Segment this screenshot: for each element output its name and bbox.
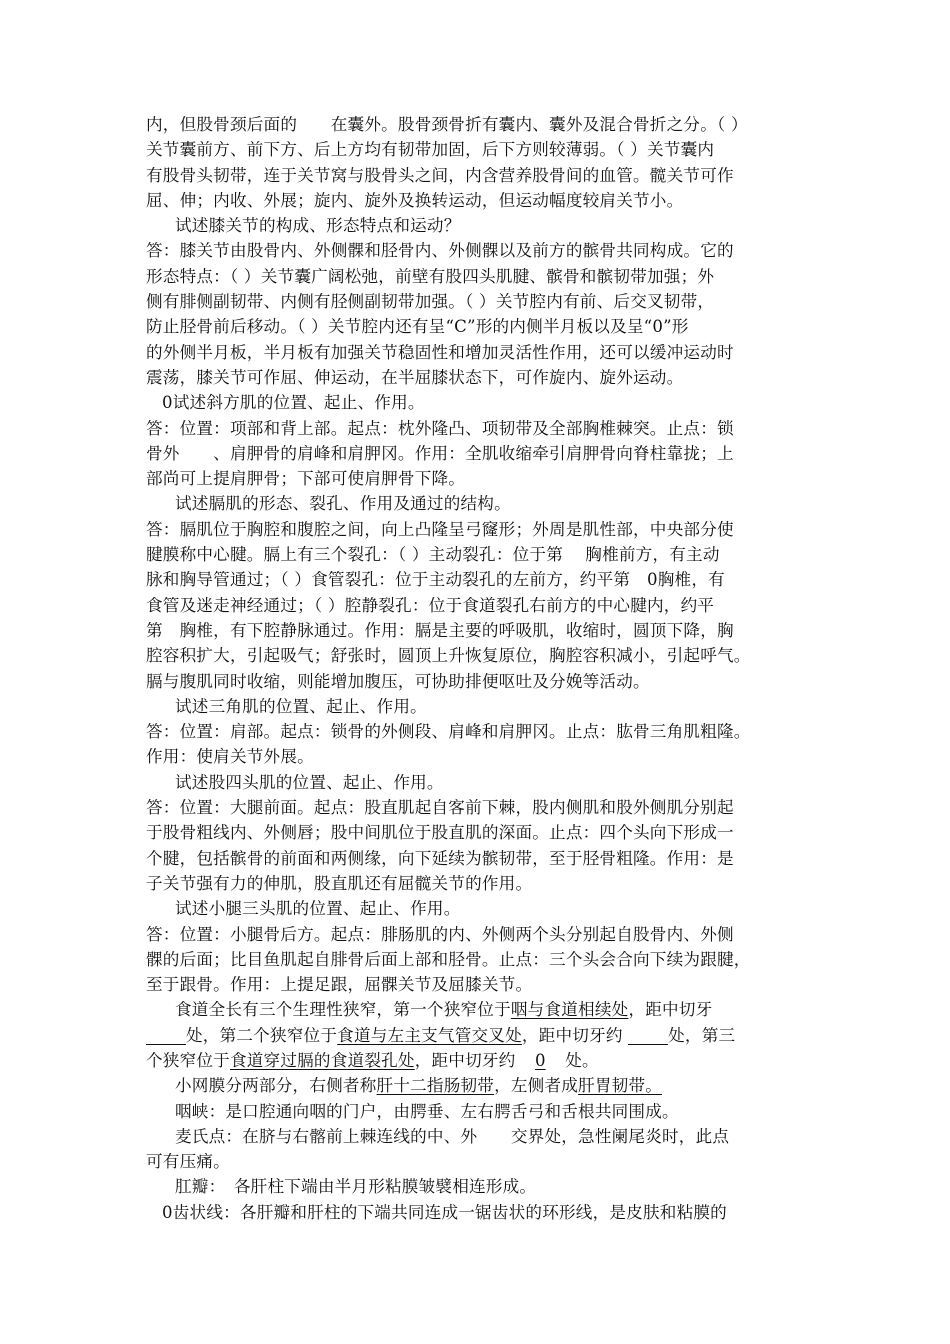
underlined-answer: 咽与食道相续处 <box>510 1000 629 1020</box>
text-line: 可有压痛。 <box>146 1152 230 1172</box>
text-line: 形态特点：（ ）关节囊广阔松弛，前壁有股四头肌腱、髌骨和髌韧带加强；外 <box>146 266 715 286</box>
esophagus-line-1: 食道全长有三个生理性狭窄，第一个狭窄位于咽与食道相续处，距中切牙 <box>175 1000 713 1020</box>
text-line: 腔容积扩大，引起吸气；舒张时，圆顶上升恢复原位，胸腔容积减小，引起呼气。 <box>146 646 751 666</box>
blank-line <box>628 1026 668 1045</box>
question-heading: 试述膝关节的构成、形态特点和运动？ <box>175 216 461 236</box>
question-heading: 试述三角肌的位置、起止、作用。 <box>175 696 427 716</box>
text-line: 腱膜称中心腱。膈上有三个裂孔：（ ）主动裂孔：位于第 胸椎前方，有主动 <box>146 545 720 565</box>
question-heading: 试述膈肌的形态、裂孔、作用及通过的结构。 <box>175 494 511 514</box>
underlined-answer: 肝胃韧带。 <box>578 1076 663 1096</box>
text-line: 脉和胸导管通过；（ ）食管裂孔：位于主动裂孔的左前方，约平第 0胸椎，有 <box>146 570 725 590</box>
question-heading: 试述小腿三头肌的位置、起止、作用。 <box>175 899 461 919</box>
text-line: 的外侧半月板，半月板有加强关节稳固性和增加灵活性作用，还可以缓冲运动时 <box>146 342 734 362</box>
text-line: 部尚可上提肩胛骨；下部可使肩胛骨下降。 <box>146 469 466 489</box>
text-line: 0齿状线：各肝瓣和肝柱的下端共同连成一锯齿状的环形线，是皮肤和粘膜的 <box>162 1202 727 1222</box>
text-line: 膈与腹肌同时收缩，则能增加腹压，可协助排便呕吐及分娩等活动。 <box>146 671 650 691</box>
underlined-answer: 肝十二指肠韧带 <box>376 1076 495 1096</box>
esophagus-line-3: 个狭窄位于食道穿过膈的食道裂孔处，距中切牙约 0 处。 <box>146 1050 599 1070</box>
text-line: 屈、伸；内收、外展；旋内、旋外及换转运动，但运动幅度较肩关节小。 <box>146 190 684 210</box>
text-line: 答：位置：项部和背上部。起点：枕外隆凸、项韧带及全部胸椎棘突。止点：锁 <box>146 418 734 438</box>
text-line: 答：膈肌位于胸腔和腹腔之间，向上凸隆呈弓窿形；外周是肌性部，中央部分使 <box>146 519 734 539</box>
text-line: 答：位置：小腿骨后方。起点：腓肠肌的内、外侧两个头分别起自股骨内、外侧 <box>146 924 734 944</box>
esophagus-line-2: 处，第二个狭窄位于食道与左主支气管交叉处，距中切牙约 处，第三 <box>146 1023 810 1048</box>
text-line: 至于跟骨。作用：上提足跟，屈髁关节及屈膝关节。 <box>146 975 533 995</box>
text-line: 答：膝关节由股骨内、外侧髁和胫骨内、外侧髁以及前方的髌骨共同构成。它的 <box>146 241 734 261</box>
text-line: 肛瓣： 各肝柱下端由半月形粘膜皱襞相连形成。 <box>175 1177 537 1197</box>
text-line: 内，但股骨颈后面的 在囊外。股骨颈骨折有囊内、囊外及混合骨折之分。（ ） <box>146 115 748 134</box>
underlined-answer: 食道穿过膈的食道裂孔处 <box>229 1050 415 1070</box>
text-line: 第 胸椎，有下腔静脉通过。作用：膈是主要的呼吸肌，收缩时，圆顶下降，胸 <box>146 620 734 640</box>
text-line: 防止胫骨前后移动。（ ）关节腔内还有呈“C”形的内侧半月板以及呈“0”形 <box>146 317 689 337</box>
underlined-answer: 0 <box>534 1050 546 1070</box>
document-body <box>146 112 810 1225</box>
question-heading: 试述股四头肌的位置、起止、作用。 <box>175 772 444 792</box>
text-line: 有股骨头韧带，连于关节窝与股骨头之间，内含营养股骨间的血管。髋关节可作 <box>146 165 734 185</box>
omentum-line: 小网膜分两部分，右侧者称肝十二指肠韧带，左侧者成肝胃韧带。 <box>175 1076 663 1096</box>
text-line: 于股骨粗线内、外侧唇；股中间肌位于股直肌的深面。止点：四个头向下形成一 <box>146 823 734 843</box>
text-line: 答：位置：大腿前面。起点：股直肌起自客前下棘，股内侧肌和股外侧肌分别起 <box>146 798 734 818</box>
text-line: 子关节强有力的伸肌，股直肌还有屈髋关节的作用。 <box>146 873 533 893</box>
text-line: 髁的后面；比目鱼肌起自腓骨后面上部和胫骨。止点：三个头会合向下续为跟腱， <box>146 949 751 969</box>
text-line: 食管及迷走神经通过；（ ）腔静裂孔：位于食道裂孔右前方的中心腱内，约平 <box>146 595 715 615</box>
text-line: 答：位置：肩部。起点：锁骨的外侧段、肩峰和肩胛冈。止点：肱骨三角肌粗隆。 <box>146 722 751 742</box>
underlined-answer: 食道与左主支气管交叉处 <box>337 1025 522 1045</box>
text-line: 关节囊前方、前下方、后上方均有韧带加固，后下方则较薄弱。（ ）关节囊内 <box>146 140 715 160</box>
question-heading: 0试述斜方肌的位置、起止、作用。 <box>162 393 425 413</box>
text-line: 侧有腓侧副韧带、内侧有胫侧副韧带加强。（ ）关节腔内有前、后交叉韧带， <box>146 292 715 312</box>
text-line: 震荡，膝关节可作屈、伸运动，在半屈膝状态下，可作旋内、旋外运动。 <box>146 367 684 387</box>
text-line: 骨外 、肩胛骨的肩峰和肩胛冈。作用：全肌收缩牵引肩胛骨向脊柱靠拢；上 <box>146 443 734 463</box>
text-line: 麦氏点：在脐与右髂前上棘连线的中、外 交界处，急性阑尾炎时，此点 <box>175 1126 730 1146</box>
blank-line <box>146 1026 186 1045</box>
text-line: 个腱，包括髌骨的前面和两侧缘，向下延续为髌韧带，至于胫骨粗隆。作用：是 <box>146 848 734 868</box>
text-line: 作用：使肩关节外展。 <box>146 747 314 767</box>
text-line: 咽峡：是口腔通向咽的门户，由腭垂、左右腭舌弓和舌根共同围成。 <box>175 1101 679 1121</box>
